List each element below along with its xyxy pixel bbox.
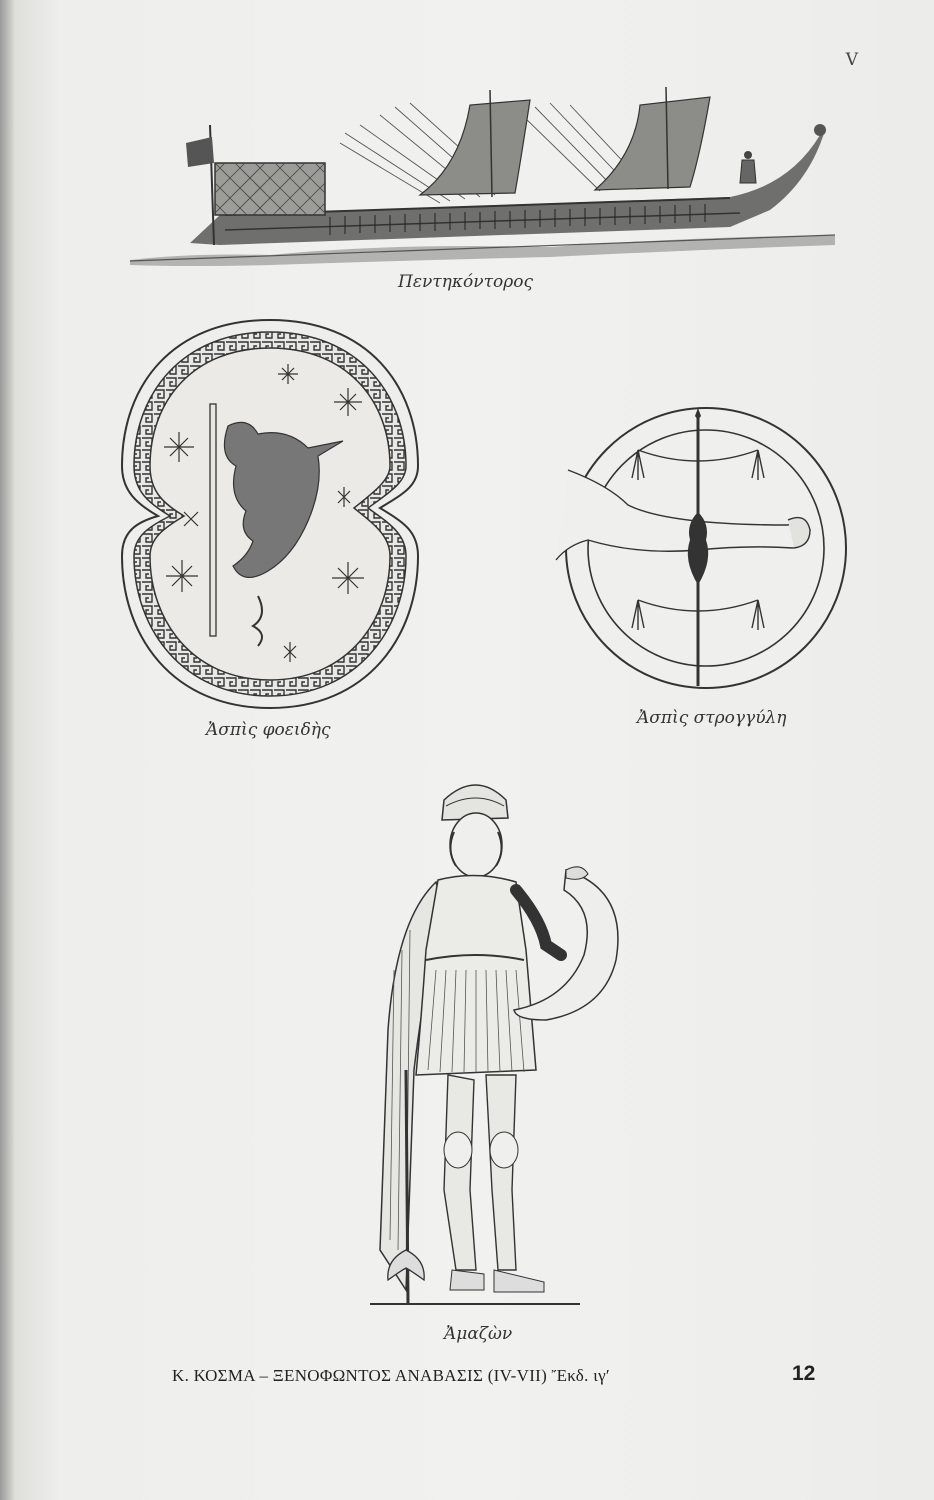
ship-illustration <box>130 85 840 270</box>
oval-shield-illustration <box>118 316 422 712</box>
oval-shield-caption: Ἀσπὶς φοειδὴς <box>206 720 331 740</box>
round-shield-illustration <box>548 400 860 696</box>
page-number: 12 <box>792 1362 816 1385</box>
round-shield-caption: Ἀσπὶς στρογγύλη <box>637 708 787 728</box>
amazon-illustration <box>366 770 636 1310</box>
page-edge-shadow <box>0 0 14 1500</box>
page-marker: V <box>845 50 858 70</box>
ship-caption: Πεντηκόντορος <box>398 272 533 292</box>
book-footer-title: Κ. ΚΟΣΜΑ – ΞΕΝΟΦΩΝΤΟΣ ΑΝΑΒΑΣΙΣ (IV-VII) Ἔκδ. ιγʹ <box>172 1366 610 1385</box>
amazon-caption: Ἀμαζὼν <box>444 1324 513 1344</box>
